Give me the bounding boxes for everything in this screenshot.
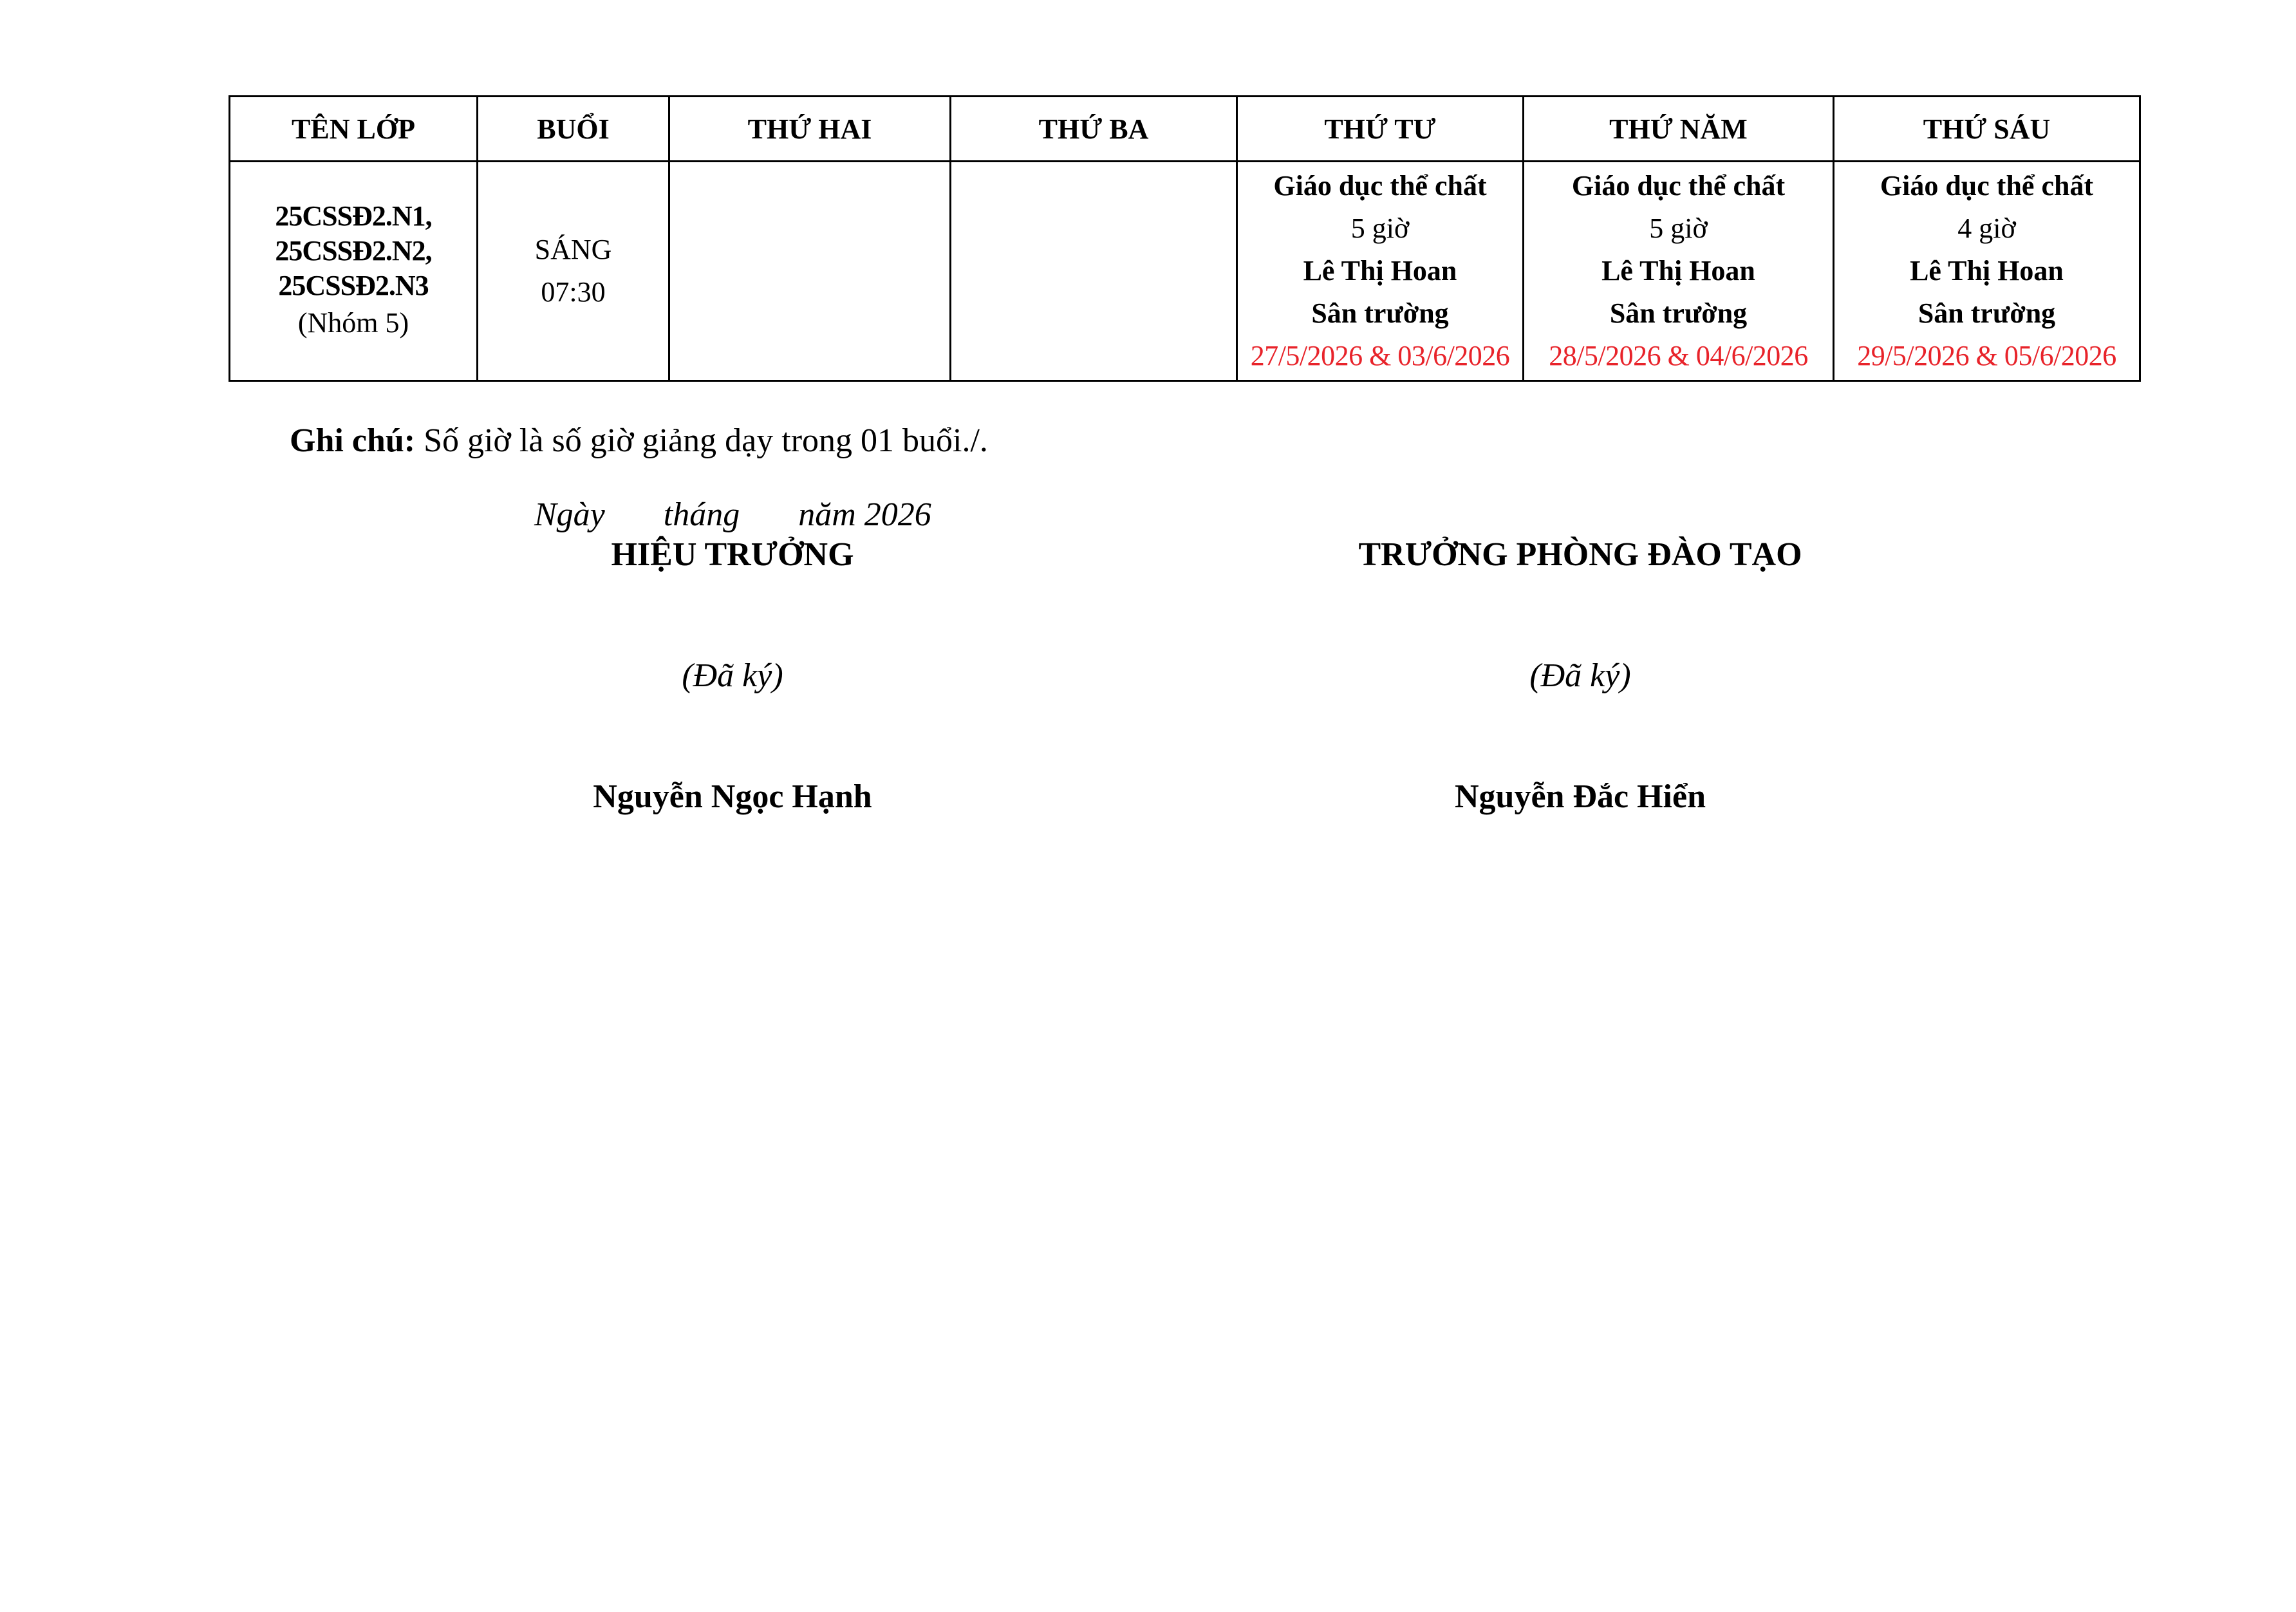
wednesday-room: Sân trường [1311, 297, 1449, 329]
principal-name: Nguyễn Ngọc Hạnh [593, 778, 872, 815]
thursday-cell [1524, 162, 1834, 381]
header-friday: THỨ SÁU [1834, 97, 2140, 162]
principal-title: HIỆU TRƯỞNG [611, 536, 854, 573]
header-tuesday: THỨ BA [951, 97, 1237, 162]
training-head-signature-block [1226, 534, 1934, 818]
group-label: (Nhóm 5) [297, 307, 409, 339]
friday-cell [1834, 162, 2140, 381]
note-text: Số giờ là số giờ giảng dạy trong 01 buổi./. [415, 422, 988, 459]
wednesday-cell [1237, 162, 1524, 381]
note-label: Ghi chú: [290, 422, 416, 459]
date-line: Ngày tháng năm 2026 [534, 496, 931, 533]
thursday-teacher: Lê Thị Hoan [1601, 255, 1755, 286]
class-name-2: 25CSSĐ2.N2, [275, 235, 432, 267]
table-row [230, 162, 2140, 381]
training-head-signed-status: (Đã ký) [1529, 657, 1631, 694]
session-cell [478, 162, 669, 381]
thursday-dates: 28/5/2026 & 04/6/2026 [1549, 340, 1808, 371]
friday-subject: Giáo dục thể chất [1880, 170, 2094, 202]
header-wednesday: THỨ TƯ [1237, 97, 1524, 162]
class-name-3: 25CSSĐ2.N3 [278, 270, 429, 301]
header-class-name: TÊN LỚP [230, 97, 478, 162]
session-label: SÁNG [534, 234, 612, 265]
header-monday: THỨ HAI [669, 97, 951, 162]
note [290, 422, 988, 460]
friday-dates: 29/5/2026 & 05/6/2026 [1857, 340, 2116, 371]
session-time: 07:30 [541, 276, 606, 308]
tuesday-cell [951, 162, 1237, 381]
thursday-hours: 5 giờ [1649, 212, 1708, 244]
header-thursday: THỨ NĂM [1524, 97, 1834, 162]
principal-signed-status: (Đã ký) [682, 657, 783, 694]
friday-teacher: Lê Thị Hoan [1910, 255, 2064, 286]
schedule-table [229, 95, 2141, 382]
wednesday-subject: Giáo dục thể chất [1273, 170, 1487, 202]
wednesday-teacher: Lê Thị Hoan [1303, 255, 1457, 286]
thursday-room: Sân trường [1609, 297, 1748, 329]
wednesday-dates: 27/5/2026 & 03/6/2026 [1250, 340, 1510, 371]
training-head-name: Nguyễn Đắc Hiển [1455, 778, 1706, 815]
principal-signature-block [378, 534, 1087, 818]
table-header-row [230, 97, 2140, 162]
friday-room: Sân trường [1918, 297, 2056, 329]
training-head-title: TRƯỞNG PHÒNG ĐÀO TẠO [1358, 536, 1802, 573]
thursday-subject: Giáo dục thể chất [1571, 170, 1786, 202]
class-name-cell [230, 162, 478, 381]
friday-hours: 4 giờ [1957, 212, 2016, 244]
wednesday-hours: 5 giờ [1350, 212, 1410, 244]
class-name-1: 25CSSĐ2.N1, [275, 200, 432, 232]
monday-cell [669, 162, 951, 381]
header-session: BUỔI [478, 97, 669, 162]
